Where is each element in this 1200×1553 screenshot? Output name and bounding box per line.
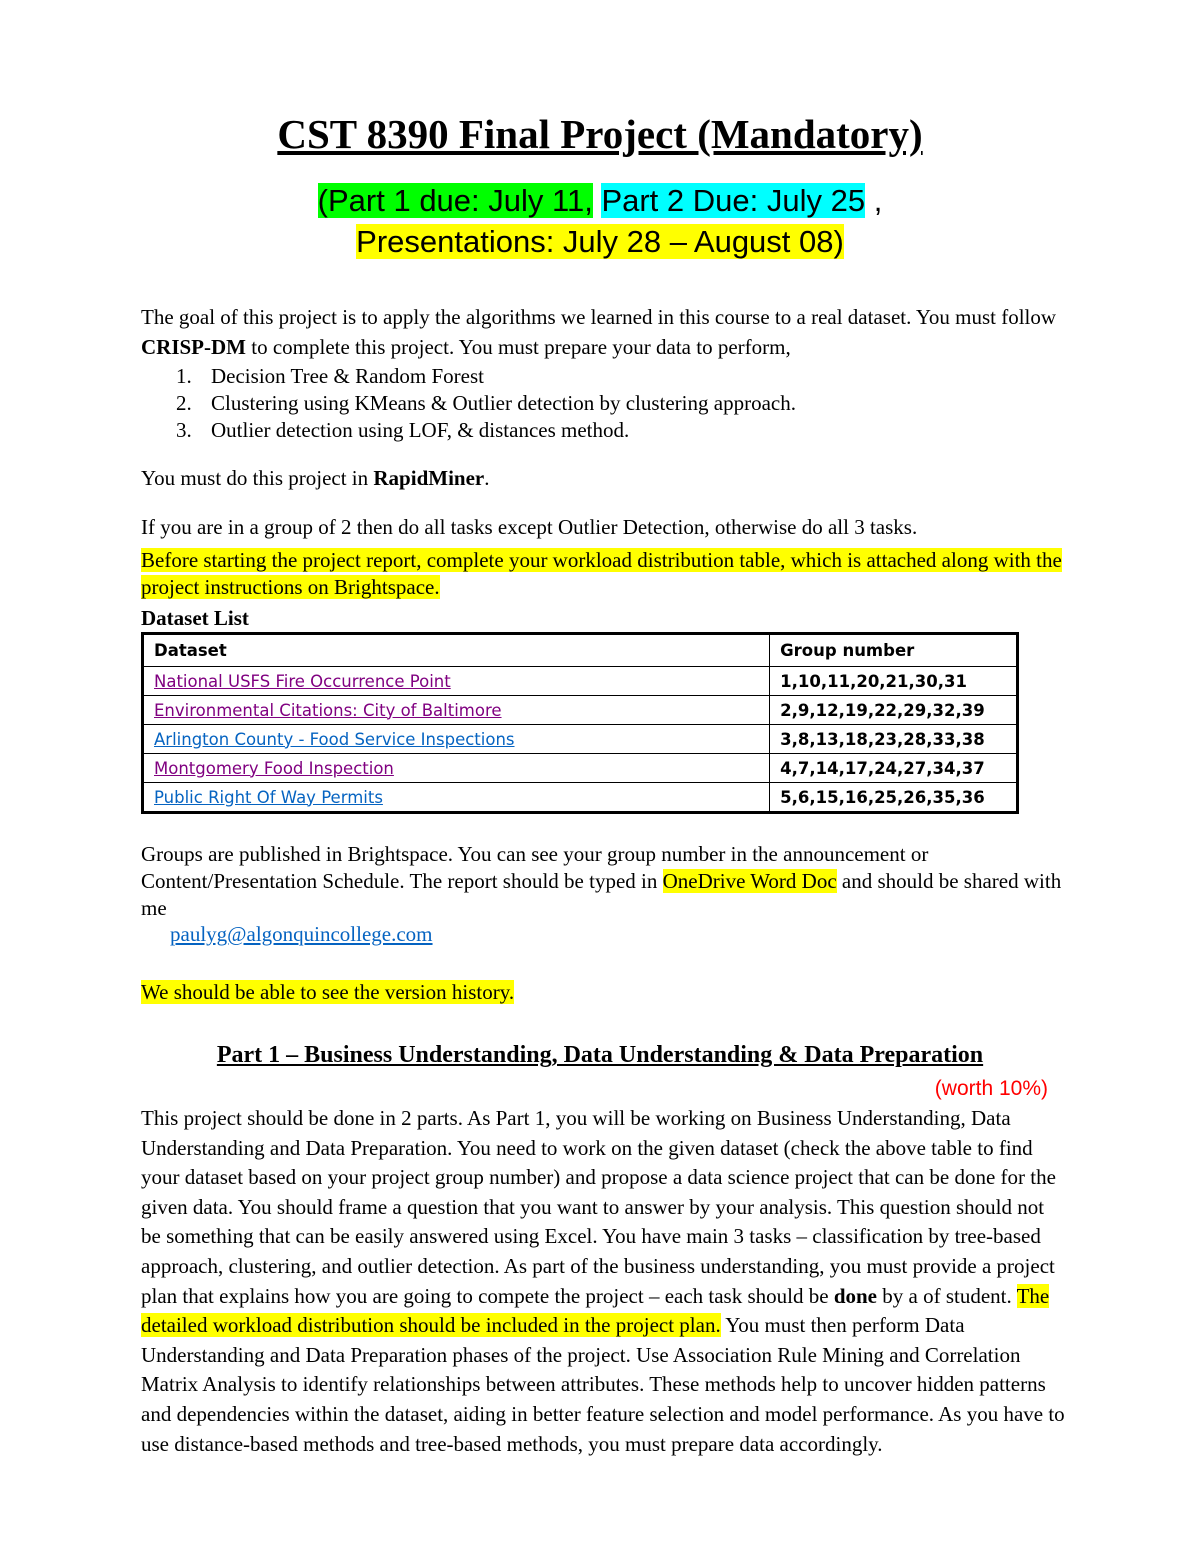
- version-note-text: We should be able to see the version history.: [141, 980, 515, 1004]
- dataset-cell: [143, 696, 770, 725]
- intro-paragraph: [141, 302, 1076, 362]
- due-dates-line-1: [0, 183, 1200, 219]
- header-dataset: Dataset: [143, 634, 770, 667]
- tool-suffix: .: [484, 466, 490, 490]
- dataset-list-label: Dataset List: [141, 606, 249, 630]
- dataset-cell: [143, 725, 770, 754]
- table-row: [143, 667, 1018, 696]
- dataset-table: [141, 632, 1019, 814]
- part1-body: [141, 1104, 1066, 1459]
- dataset-cell: [143, 754, 770, 783]
- part1-workload-highlight: The detailed workload distribution should be included in the project plan.: [141, 1283, 1050, 1338]
- table-row: [143, 696, 1018, 725]
- rapidminer-label: RapidMiner: [373, 466, 485, 490]
- part1-body-text-1: This project should be done in 2 parts. As Part 1, you will be working on Business Understanding, Data Understanding and Data Preparation. You need to work on the given dataset (check the above table to find your dataset based on your project group number) and propose a data science project that can be done for the given data. You should frame a question that you want to answer by your analysis. This question should not be something that can be easily answered using Excel. You have main 3 tasks – classification by tree-based approach, clustering, and outlier detection. As part of the business understanding, you must provide a project plan that explains how you are going to compete the project – each task should be: [141, 1106, 1056, 1308]
- tool-paragraph: [141, 463, 1076, 493]
- part1-body-text-3: You must then perform Data Understanding and Data Preparation phases of the project. Use Association Rule Mining and Correlation Matrix Analysis to identify relationships between attributes. These methods help to uncover hidden patterns and dependencies within the dataset, aiding in better feature selection and model performance. As you have to use distance-based methods and tree-based methods, you must prepare data accordingly.: [141, 1313, 1065, 1456]
- dataset-link[interactable]: Montgomery Food Inspection: [154, 758, 394, 778]
- task-item: [141, 363, 1071, 390]
- onedrive-highlight: OneDrive Word Doc: [662, 869, 837, 893]
- table-row: [143, 725, 1018, 754]
- due-dates-line-2: [0, 224, 1200, 260]
- presentations-dates: Presentations: July 28 – August 08): [356, 224, 844, 259]
- crisp-dm-label: CRISP-DM: [141, 335, 246, 359]
- groups-info-paragraph: [141, 841, 1071, 922]
- dataset-cell: [143, 783, 770, 813]
- part1-due-date: Part 1 due: July 11,: [328, 183, 593, 218]
- due-line-tail: ,: [865, 183, 883, 218]
- dataset-cell: [143, 667, 770, 696]
- part1-worth: (worth 10%): [934, 1077, 1048, 1100]
- intro-text-2: to complete this project. You must prepare your data to perform,: [246, 335, 791, 359]
- group-number-cell: 1,10,11,20,21,30,31: [770, 667, 1018, 696]
- group-number-cell: 4,7,14,17,24,27,34,37: [770, 754, 1018, 783]
- task-list: [141, 363, 1071, 444]
- task-text: Clustering using KMeans & Outlier detection by clustering approach.: [211, 391, 796, 415]
- group-number-cell: 3,8,13,18,23,28,33,38: [770, 725, 1018, 754]
- intro-text-1: The goal of this project is to apply the algorithms we learned in this course to a real dataset. You must follow: [141, 305, 1057, 329]
- workload-note: [141, 547, 1101, 601]
- tool-prefix: You must do this project in: [141, 466, 374, 490]
- task-number: 2.: [176, 391, 192, 415]
- part1-body-text-2: by a of student.: [877, 1283, 1017, 1308]
- groups-info-text-1: Groups are published in Brightspace. You can see your group number in the announcement or Content/Presentation Schedule. The report should be typed in: [141, 842, 929, 893]
- group-number-cell: 2,9,12,19,22,29,32,39: [770, 696, 1018, 725]
- page-title: CST 8390 Final Project (Mandatory): [277, 111, 923, 157]
- part1-heading: Part 1 – Business Understanding, Data Understanding & Data Preparation: [216, 1042, 984, 1068]
- header-group-number: Group number: [770, 634, 1018, 667]
- task-text: Decision Tree & Random Forest: [211, 364, 484, 388]
- task-item: [141, 417, 1071, 444]
- part1-due-open: (: [317, 183, 328, 218]
- dataset-link[interactable]: Arlington County - Food Service Inspections: [154, 729, 515, 749]
- dataset-link[interactable]: Public Right Of Way Permits: [154, 787, 383, 807]
- workload-note-text: Before starting the project report, complete your workload distribution table, which is attached along with the project instructions on Brightspace.: [141, 548, 1062, 599]
- table-row: [143, 754, 1018, 783]
- dataset-link[interactable]: Environmental Citations: City of Baltimore: [154, 700, 502, 720]
- dataset-link[interactable]: National USFS Fire Occurrence Point: [154, 671, 451, 691]
- table-header-row: [143, 634, 1018, 667]
- task-text: Outlier detection using LOF, & distances method.: [211, 418, 630, 442]
- groups-info-text-2: and should be shared with me: [141, 869, 1062, 920]
- group-rule-paragraph: If you are in a group of 2 then do all tasks except Outlier Detection, otherwise do all 3 tasks.: [141, 515, 918, 539]
- part2-due-date: Part 2 Due: July 25: [601, 183, 866, 218]
- task-number: 3.: [176, 418, 192, 442]
- task-item: [141, 390, 1071, 417]
- table-row: [143, 783, 1018, 813]
- part1-bold-word: done: [833, 1283, 877, 1308]
- version-note: [141, 977, 1076, 1007]
- task-number: 1.: [176, 364, 192, 388]
- instructor-email-link[interactable]: paulyg@algonquincollege.com: [170, 922, 433, 946]
- group-number-cell: 5,6,15,16,25,26,35,36: [770, 783, 1018, 813]
